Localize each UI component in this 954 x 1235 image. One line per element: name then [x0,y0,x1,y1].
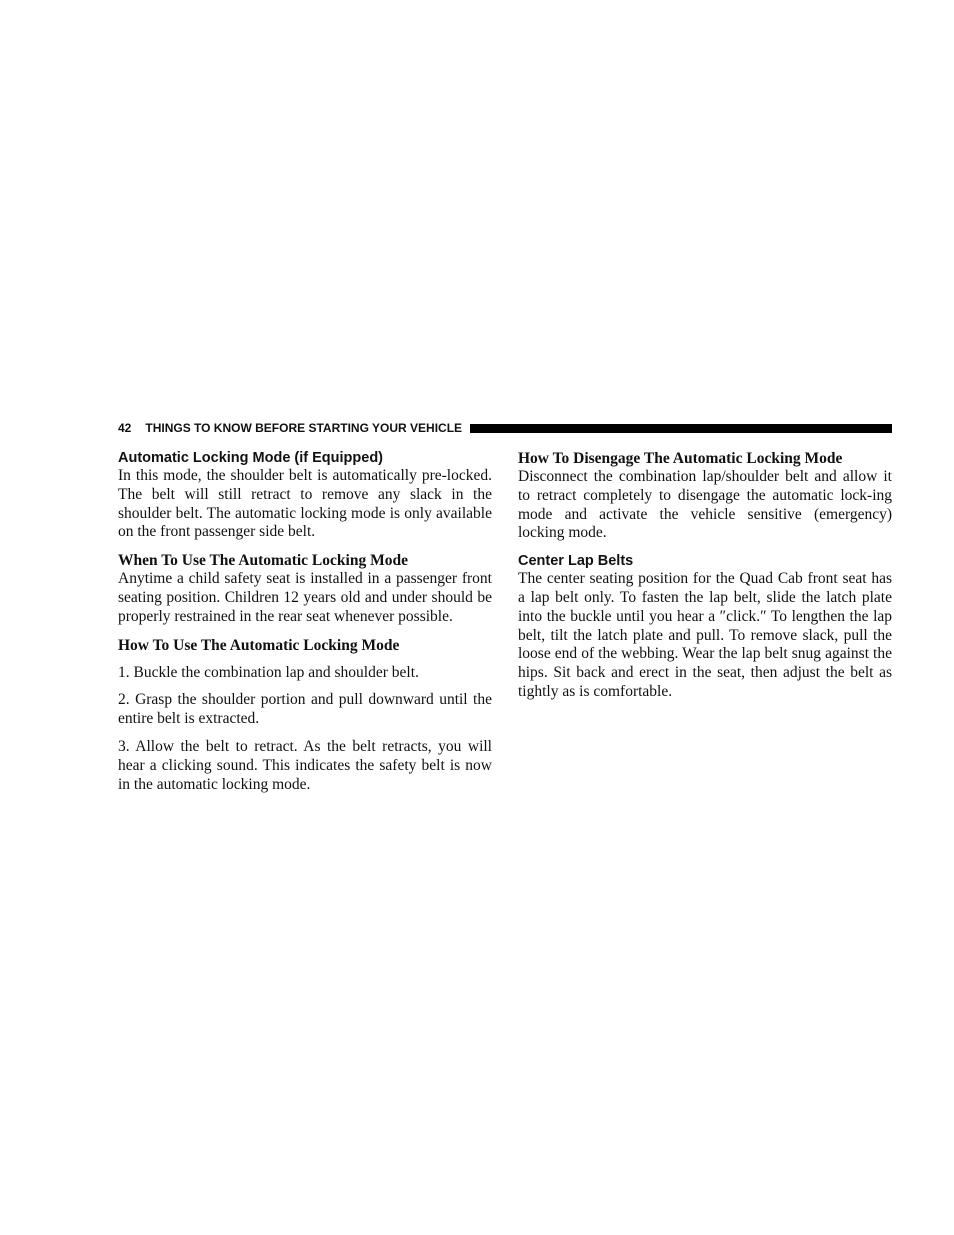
right-column [518,449,892,702]
left-column [118,449,492,794]
heading-how-to-disengage: How To Disengage The Automatic Locking Mode [518,450,843,467]
paragraph-when-to-use: Anytime a child safety seat is installed in a passenger front seating position. Children 12 years old and under should be properly restrained in the rear seat whenever possible. [118,570,492,625]
paragraph-automatic-locking-mode: In this mode, the shoulder belt is automatically pre-locked. The belt will still retract to remove any slack in the shoulder belt. The automatic locking mode is only available on the front passenger side belt. [118,467,492,541]
heading-when-to-use: When To Use The Automatic Locking Mode [118,552,408,570]
running-header [118,420,892,436]
heading-automatic-locking-mode: Automatic Locking Mode (if Equipped) [118,450,384,466]
list-item: 2. Grasp the shoulder portion and pull downward until the entire belt is extracted. [118,691,492,728]
paragraph-how-to-disengage: Disconnect the combination lap/shoulder belt and allow it to retract completely to disengage the automatic lock-ing mode and activate the vehicle sensitive (emergency) locking mode. [518,468,892,542]
header-rule [470,424,892,433]
paragraph-center-lap-belts: The center seating position for the Quad Cab front seat has a lap belt only. To fasten the lap belt, slide the latch plate into the buckle until you hear a ″click.″ To lengthen the lap belt, tilt the latch plate and pull. To remove slack, pull the loose end of the webbing. Wear the lap belt snug against the hips. Sit back and erect in the seat, then adjust the belt as tightly as is comfortable. [518,570,892,700]
heading-center-lap-belts: Center Lap Belts [518,553,634,570]
list-item: 1. Buckle the combination lap and shoulder belt. [118,663,419,681]
heading-how-to-use: How To Use The Automatic Locking Mode [118,636,400,654]
page-number: 42 [118,421,132,435]
section-title: THINGS TO KNOW BEFORE STARTING YOUR VEHICLE [145,421,463,435]
list-item: 3. Allow the belt to retract. As the belt retracts, you will hear a clicking sound. This indicates the safety belt is now in the automatic locking mode. [118,737,492,793]
